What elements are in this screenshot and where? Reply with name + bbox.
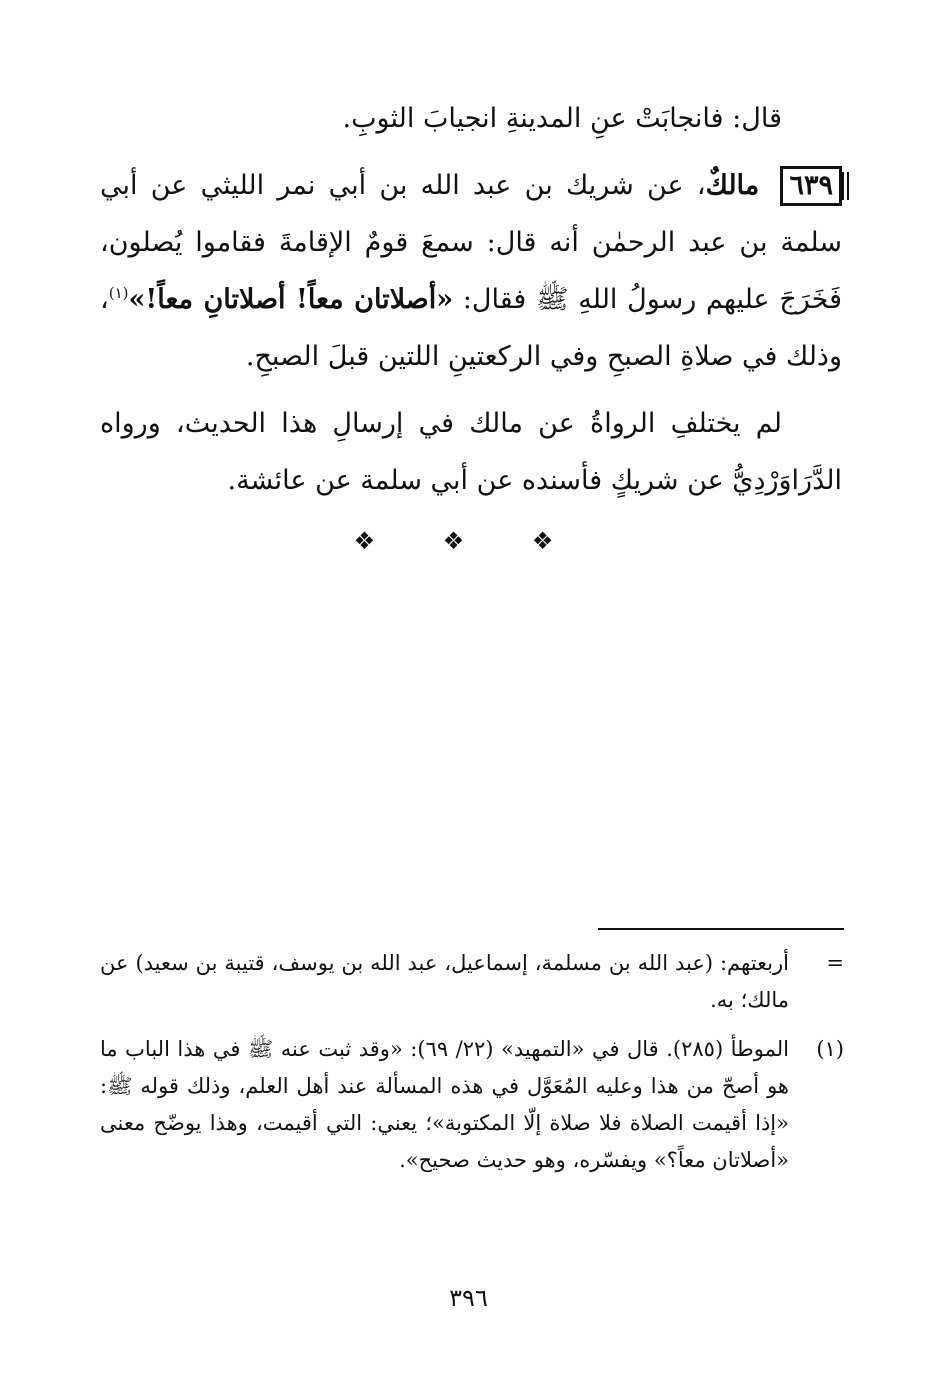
hadith-quote: «أصلاتان معاً! أصلاتانِ معاً!»: [128, 284, 454, 315]
paragraph-3: لم يختلفِ الرواةُ عن مالك في إرسالِ هذا الحديث، ورواه الدَّرَاوَرْدِيُّ عن شريكٍ فأسنده عن أبي سلمة عن عائشة.: [100, 408, 842, 496]
footnote-item: [100, 945, 844, 1019]
footnotes: [100, 945, 844, 1191]
footnote-text: أربعتهم: (عبد الله بن مسلمة، إسماعيل، عبد الله بن يوسف، قتيبة بن سعيد) عن مالك؛ به.: [100, 951, 789, 1012]
footnote-divider: [598, 928, 844, 930]
footnote-mark: =: [826, 951, 844, 975]
hadith-text-before: ، عن شريك بن عبد الله بن أبي نمر الليثي عن أبي سلمة بن عبد الرحمٰن أنه قال: سمعَ قومٌ الإقامةَ فقاموا يُصلون، فَخَرَجَ عليهم رسولُ اللهِ ﷺ فقال:: [100, 170, 842, 315]
main-text: [100, 90, 842, 519]
hadith-number: ٦٣٩: [780, 166, 842, 206]
section-ornament: ❖ ❖ ❖: [353, 527, 584, 555]
footnote-item: [100, 1031, 844, 1179]
hadith-paragraph: [100, 157, 842, 385]
footnote-mark: (١): [816, 1037, 844, 1061]
footnote-text: الموطأ (٢٨٥). قال في «التمهيد» (٢٢/ ٦٩): «وقد ثبت عنه ﷺ في هذا الباب ما هو أصحّ من هذا وعليه المُعَوَّل في هذه المسألة عند أهل العلم، وذلك قوله ﷺ: «إذا أقيمت الصلاة فلا صلاة إلّا المكتوبة»؛ يعني: التي أقيمت، وهذا يوضّح معنى «أصلاتان معاً؟» ويفسّره، وهو حديث صحيح».: [100, 1037, 789, 1172]
paragraph-1: قال: فانجابَتْ عنِ المدينةِ انجيابَ الثوبِ.: [342, 103, 782, 134]
footnote-reference[interactable]: (١): [108, 284, 129, 302]
page-number: ٣٩٦: [449, 1284, 488, 1312]
hadith-text-after: ، وذلك في صلاةِ الصبحِ وفي الركعتينِ اللتين قبلَ الصبحِ.: [100, 284, 842, 372]
hadith-narrator: مالكٌ: [705, 170, 760, 201]
